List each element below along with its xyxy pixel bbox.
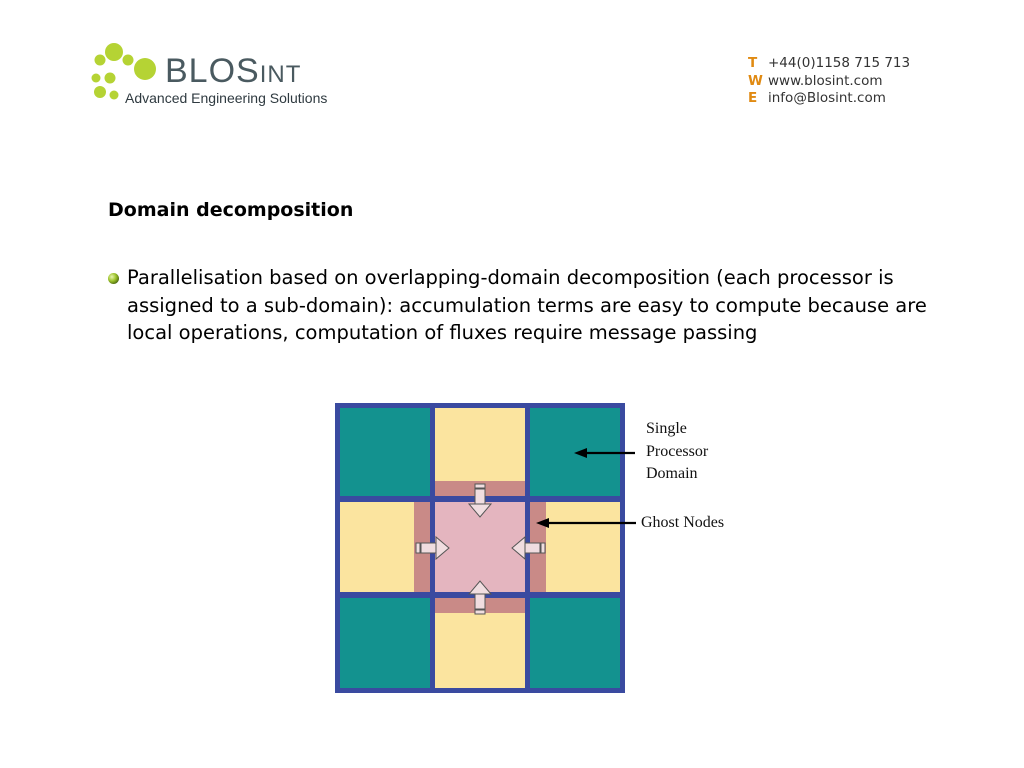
label-line-3: Domain <box>646 465 698 482</box>
corner-domain-bottom-right <box>530 598 620 688</box>
contact-email-value[interactable]: info@Blosint.com <box>768 90 886 106</box>
corner-domain-top-left <box>340 408 430 496</box>
corner-domain-bottom-left <box>340 598 430 688</box>
logo-name-suffix: INT <box>259 61 302 88</box>
contact-web <box>748 73 910 91</box>
label-ghost-nodes: Ghost Nodes <box>641 514 725 531</box>
contact-phone-key: T <box>748 55 758 71</box>
logo-wordmark <box>165 54 301 88</box>
logo-tagline: Advanced Engineering Solutions <box>125 90 328 106</box>
contact-info <box>748 55 910 108</box>
label-single-processor-domain <box>646 418 708 486</box>
logo-name-main: BLOS <box>165 52 260 90</box>
domain-decomposition-diagram <box>330 398 760 698</box>
bullet-icon <box>107 272 120 285</box>
bullet-text: Parallelisation based on overlapping-domain decomposition (each processor is assigned to a sub-domain): accumulation terms are easy to compute because are local operations, computation of fluxes require message passing <box>127 266 927 344</box>
contact-phone <box>748 55 910 73</box>
label-line-2: Processor <box>646 442 709 460</box>
label-line-1: Single <box>646 420 687 437</box>
contact-web-value[interactable]: www.blosint.com <box>768 72 883 89</box>
company-logo <box>88 40 358 110</box>
contact-web-key: W <box>748 72 763 89</box>
contact-phone-value: +44(0)1158 715 713 <box>768 55 911 71</box>
contact-email-key: E <box>748 90 758 106</box>
slide-heading: Domain decomposition <box>108 199 354 221</box>
contact-email <box>748 90 910 108</box>
